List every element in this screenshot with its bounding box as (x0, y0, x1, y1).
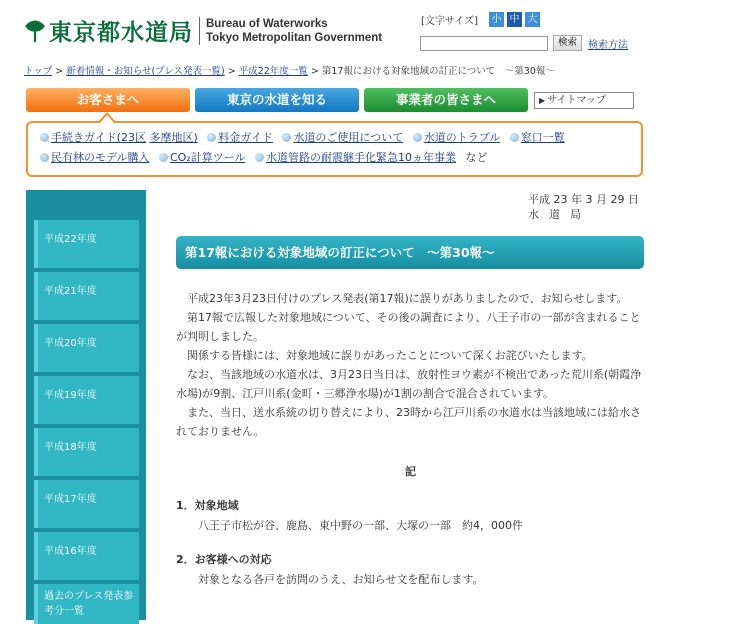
sidebar-item-past[interactable]: 過去のプレス発表参考分一覧 (34, 584, 139, 624)
subnav-item-co2: CO₂計算ツール (159, 149, 246, 165)
search-bar (420, 35, 628, 51)
sidebar-item-h19[interactable]: 平成19年度 (34, 376, 139, 424)
subnav-pointer-inner (100, 115, 114, 123)
subnav-panel (26, 121, 643, 177)
paragraph: 関係する皆様には、対象地域に誤りがあったことについて深くお詫びいたします。 (187, 349, 593, 362)
sidebar-item-h16[interactable]: 平成16年度 (34, 532, 139, 580)
search-input[interactable] (420, 36, 548, 51)
paragraph: 平成23年3月23日付けのプレス発表(第17報)に誤りがありましたので、お知らせします。 (187, 292, 628, 305)
breadcrumb: トップ > 新着情報・お知らせ(プレス発表一覧) > 平成22年度一覧 > 第17報における対象地域の訂正について ～第30報～ (24, 66, 555, 77)
bullet-icon (282, 133, 291, 142)
ginkgo-logo-icon (24, 18, 46, 44)
subnav-item-seismic: 水道管路の耐震継手化緊急10ヵ年事業 (255, 149, 456, 165)
subnav-item-fee-guide: 料金ガイド (207, 129, 273, 145)
bullet-icon (510, 133, 519, 142)
bullet-icon (159, 153, 168, 162)
breadcrumb-news[interactable]: 新着情報・お知らせ(プレス発表一覧) (66, 66, 225, 77)
font-size-medium-button[interactable]: 中 (507, 12, 522, 27)
paragraph: 第17報で広報した対象地域について、その後の調査により、八王子市の一部が含まれることが判明しました。 (176, 311, 641, 343)
site-logo[interactable] (24, 14, 382, 47)
subnav-item-counters: 窓口一覧 (510, 129, 565, 145)
bullet-icon (40, 153, 49, 162)
nav-customers[interactable]: お客さまへ (26, 88, 190, 112)
section-heading-area: 1．対象地域 (176, 499, 239, 512)
search-method-link[interactable]: 検索方法 (588, 39, 629, 51)
article-date: 平成 23 年 3 月 29 日 水道局 (528, 193, 639, 221)
triangle-right-icon: ▶ (539, 96, 546, 105)
ki-heading: 記 (405, 465, 416, 478)
sidebar-item-h18[interactable]: 平成18年度 (34, 428, 139, 476)
subnav-row-1 (40, 129, 571, 145)
sidebar-item-h22[interactable]: 平成22年度 (34, 220, 139, 268)
article-issuer: 水道局 (528, 208, 591, 221)
bullet-icon (40, 133, 49, 142)
paragraph: また、当日、送水系統の切り替えにより、23時から江戸川系の水道水は当該地域には給水されておりません。 (176, 406, 641, 438)
sidebar-item-h21[interactable]: 平成21年度 (34, 272, 139, 320)
search-button[interactable]: 検索 (553, 35, 582, 51)
sidebar (26, 190, 146, 620)
font-size-small-button[interactable]: 小 (489, 12, 504, 27)
logo-title-jp: 東京都水道局 (49, 20, 193, 46)
logo-divider (199, 17, 200, 45)
bullet-icon (413, 133, 422, 142)
font-size-label: [文字サイズ] (421, 16, 479, 27)
logo-title-en: Bureau of Waterworks Tokyo Metropolitan Government (206, 17, 383, 44)
article-title: 第17報における対象地域の訂正について ～第30報～ (176, 236, 644, 269)
breadcrumb-h22[interactable]: 平成22年度一覧 (238, 66, 308, 77)
subnav-suffix: など (465, 151, 488, 164)
nav-business[interactable]: 事業者の皆さまへ (364, 88, 528, 112)
subnav-row-2 (40, 149, 487, 165)
subnav-item-water-usage: 水道のご使用について (282, 129, 403, 145)
section-heading-response: 2．お客様への対応 (176, 553, 272, 566)
article-body (176, 289, 642, 441)
section-body-response: 対象となる各戸を訪問のうえ、お知らせ文を配布します。 (198, 573, 484, 586)
paragraph: なお、当該地域の水道水は、3月23日当日は、放射性ヨウ素が不検出であった荒川系(朝霞浄水場)が9割、江戸川系(金町・三郷浄水場)が1割の割合で混合されています。 (176, 368, 642, 400)
bullet-icon (255, 153, 264, 162)
breadcrumb-top[interactable]: トップ (24, 66, 53, 77)
nav-tokyo-water[interactable]: 東京の水道を知る (195, 88, 359, 112)
sidebar-item-h20[interactable]: 平成20年度 (34, 324, 139, 372)
nav-sitemap[interactable]: ▶ サイトマップ (534, 92, 634, 109)
subnav-link-23ku[interactable]: 23区 (120, 131, 146, 144)
breadcrumb-current: 第17報における対象地域の訂正について ～第30報～ (321, 66, 555, 77)
font-size-control (421, 12, 540, 27)
font-size-large-button[interactable]: 大 (525, 12, 540, 27)
sidebar-item-h17[interactable]: 平成17年度 (34, 480, 139, 528)
subnav-item-water-trouble: 水道のトラブル (413, 129, 501, 145)
subnav-link-tama[interactable]: 多摩地区 (149, 131, 194, 144)
subnav-item-forest: 民有林のモデル購入 (40, 149, 149, 165)
section-body-area: 八王子市松が谷、鹿島、東中野の一部、大塚の一部 約4，000件 (198, 519, 523, 532)
bullet-icon (207, 133, 216, 142)
subnav-item-procedure-guide: 手続きガイド(23区 多摩地区) (40, 129, 198, 145)
